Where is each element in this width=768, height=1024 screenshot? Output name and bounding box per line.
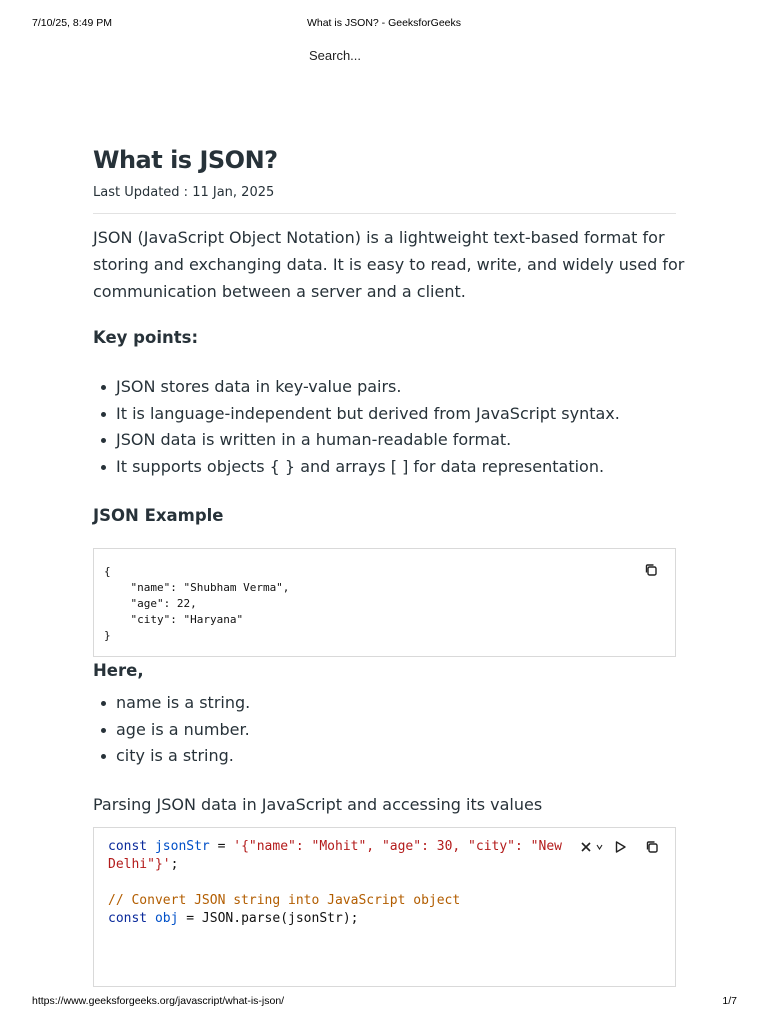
copy-icon[interactable]	[644, 563, 658, 577]
list-item: name is a string.	[116, 690, 676, 717]
code-variable: jsonStr	[154, 838, 210, 854]
last-updated: Last Updated : 11 Jan, 2025	[93, 185, 275, 200]
print-doc-title: What is JSON? - GeeksforGeeks	[306, 17, 462, 29]
parse-caption: Parsing JSON data in JavaScript and accessing its values	[93, 794, 543, 814]
code-toolbar	[578, 839, 659, 855]
code-comment: // Convert JSON string into JavaScript object	[108, 892, 461, 908]
key-points-list	[93, 374, 676, 480]
close-icon[interactable]	[578, 839, 594, 855]
json-example-code: { "name": "Shubham Verma", "age": 22, "city": "Haryana" }	[104, 565, 290, 642]
search-input[interactable]: Search...	[308, 48, 362, 63]
list-item: JSON stores data in key-value pairs.	[116, 374, 676, 401]
list-item: JSON data is written in a human-readable format.	[116, 427, 676, 454]
code-keyword: const	[108, 910, 148, 926]
code-semicolon: ;	[170, 856, 179, 872]
intro-paragraph: JSON (JavaScript Object Notation) is a lightweight text-based format for storing and exchanging data. It is easy to read, write, and widely used for communication between a server and a client.	[93, 228, 685, 301]
js-code-block	[93, 827, 676, 987]
print-url: https://www.geeksforgeeks.org/javascript/what-is-json/	[32, 995, 285, 1007]
json-example-heading: JSON Example	[93, 506, 224, 525]
code-string: Delhi"}'	[108, 856, 171, 872]
copy-icon[interactable]	[645, 839, 659, 855]
here-list	[93, 690, 676, 770]
article	[93, 146, 685, 987]
list-item: age is a number.	[116, 717, 676, 744]
code-string: '{"name": "Mohit", "age": 30, "city": "New	[233, 838, 562, 854]
print-datetime: 7/10/25, 8:49 PM	[32, 17, 112, 29]
list-item: city is a string.	[116, 743, 676, 770]
chevron-down-icon[interactable]	[594, 839, 604, 855]
code-keyword: const	[108, 838, 148, 854]
list-item: It supports objects { } and arrays [ ] for data representation.	[116, 454, 676, 481]
play-icon[interactable]	[612, 839, 628, 855]
divider	[93, 213, 676, 214]
code-statement: = JSON.parse(jsonStr);	[178, 910, 359, 926]
print-page-number: 1/7	[722, 995, 737, 1007]
json-example-code-block	[93, 548, 676, 657]
key-points-heading: Key points:	[93, 328, 199, 347]
page-title: What is JSON?	[93, 146, 278, 174]
list-item: It is language-independent but derived from JavaScript syntax.	[116, 401, 676, 428]
here-heading: Here,	[93, 661, 144, 680]
code-variable: obj	[154, 910, 179, 926]
code-operator: =	[209, 838, 234, 854]
